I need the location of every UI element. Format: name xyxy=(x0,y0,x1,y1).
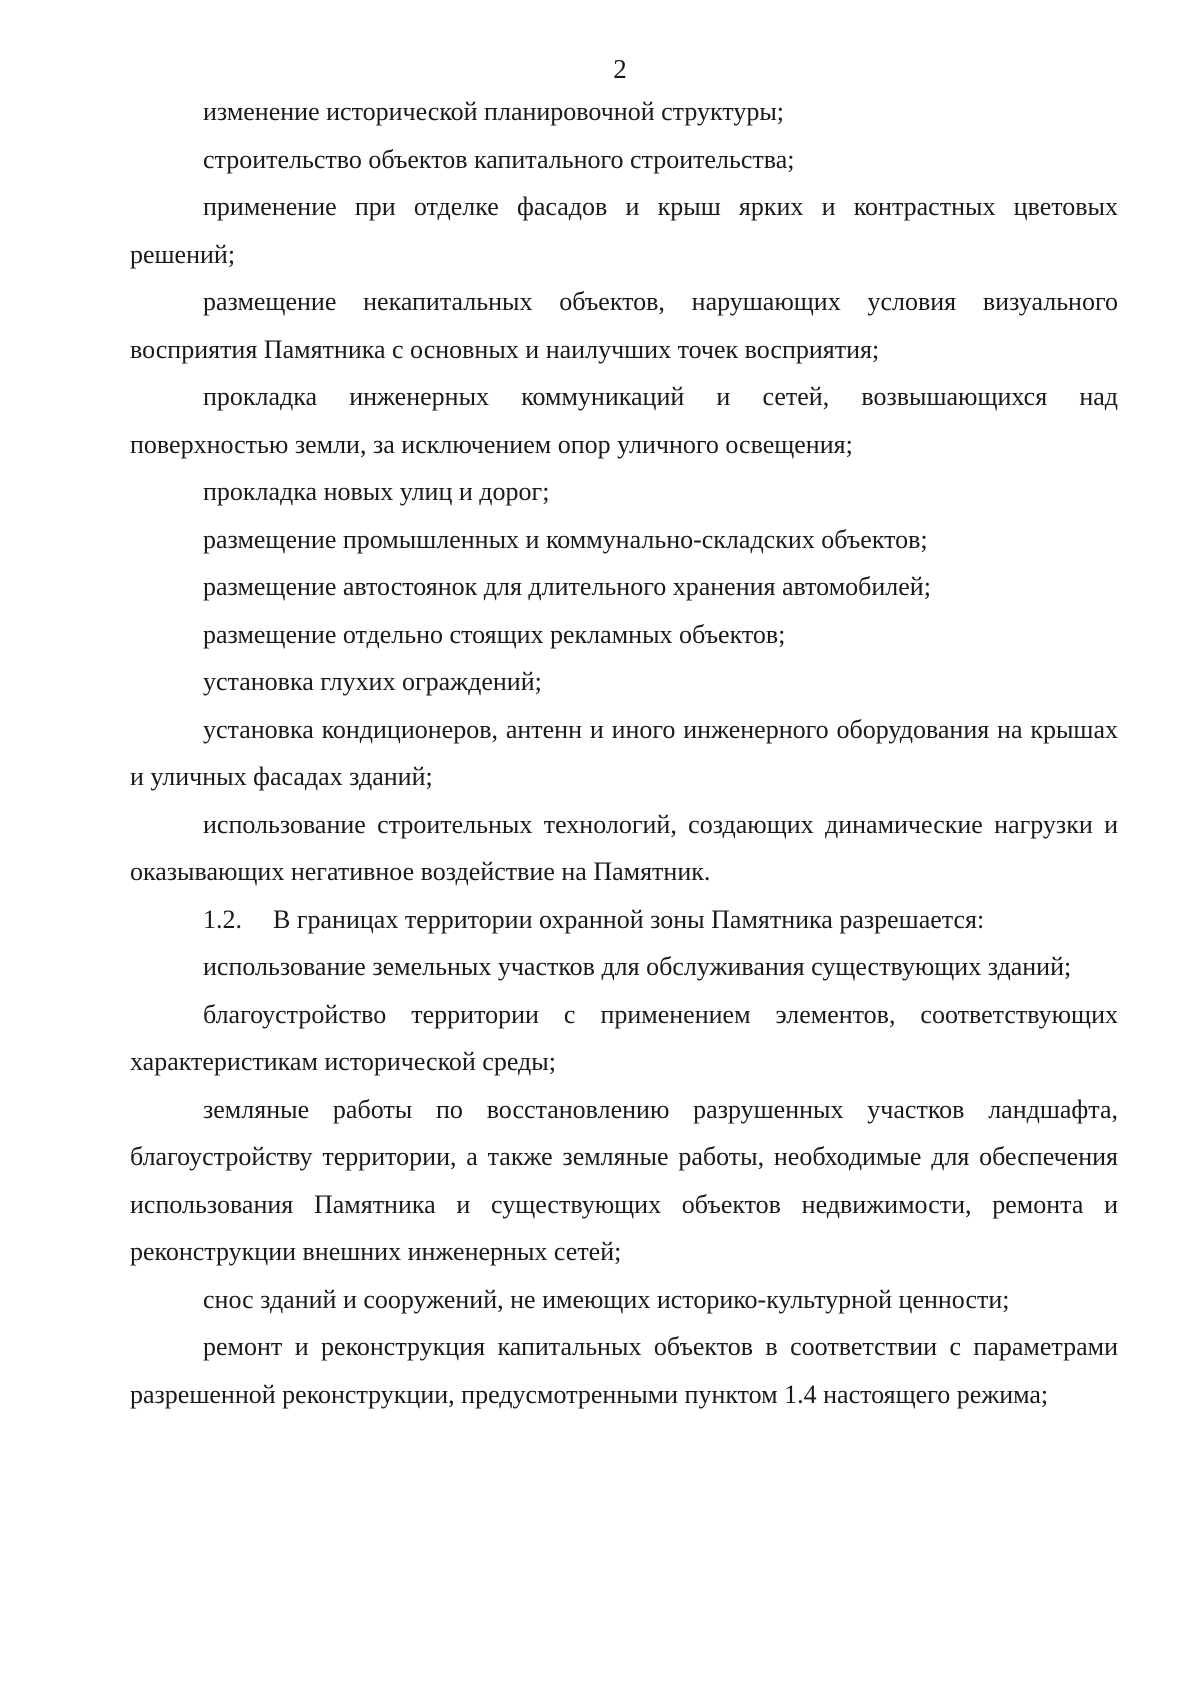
section-number: 1.2. xyxy=(203,904,242,934)
section-heading xyxy=(130,896,1118,944)
paragraph: использование строительных технологий, создающих динамические нагрузки и оказывающих негативное воздействие на Памятник. xyxy=(130,809,1118,886)
paragraph: применение при отделке фасадов и крыш ярких и контрастных цветовых решений; xyxy=(130,192,1118,269)
paragraph: прокладка инженерных коммуникаций и сетей, возвышающихся над поверхностью земли, за исключением опор уличного освещения; xyxy=(130,382,1118,459)
paragraph: размещение некапитальных объектов, нарушающих условия визуального восприятия Памятника с основных и наилучших точек восприятия; xyxy=(130,287,1118,364)
paragraph: строительство объектов капитального строительства; xyxy=(203,144,795,174)
paragraph: снос зданий и сооружений, не имеющих историко-культурной ценности; xyxy=(203,1284,1010,1314)
page-number: 2 xyxy=(613,54,627,84)
paragraph: размещение отдельно стоящих рекламных объектов; xyxy=(203,619,786,649)
paragraph: ремонт и реконструкция капитальных объектов в соответствии с параметрами разрешенной реконструкции, предусмотренными пунктом 1.4 настоящего режима; xyxy=(130,1332,1118,1409)
paragraph: установка кондиционеров, антенн и иного инженерного оборудования на крышах и уличных фасадах зданий; xyxy=(130,714,1118,791)
paragraph: установка глухих ограждений; xyxy=(203,667,542,696)
paragraph: благоустройство территории с применением элементов, соответствующих характеристикам исторической среды; xyxy=(130,999,1118,1076)
paragraph: размещение автостоянок для длительного хранения автомобилей; xyxy=(203,572,931,601)
paragraph: использование земельных участков для обслуживания существующих зданий; xyxy=(203,952,1072,981)
document-body xyxy=(130,88,1118,1418)
paragraph: изменение исторической планировочной структуры; xyxy=(203,97,785,126)
paragraph: размещение промышленных и коммунально-складских объектов; xyxy=(203,524,928,554)
paragraph: прокладка новых улиц и дорог; xyxy=(203,477,550,506)
section-title: В границах территории охранной зоны Памятника разрешается: xyxy=(273,904,985,934)
paragraph: земляные работы по восстановлению разрушенных участков ландшафта, благоустройству территории, а также земляные работы, необходимые для обеспечения использования Памятника и существующих объектов недвижимости, ремонта и реконструкции внешних инженерных сетей; xyxy=(130,1094,1118,1266)
